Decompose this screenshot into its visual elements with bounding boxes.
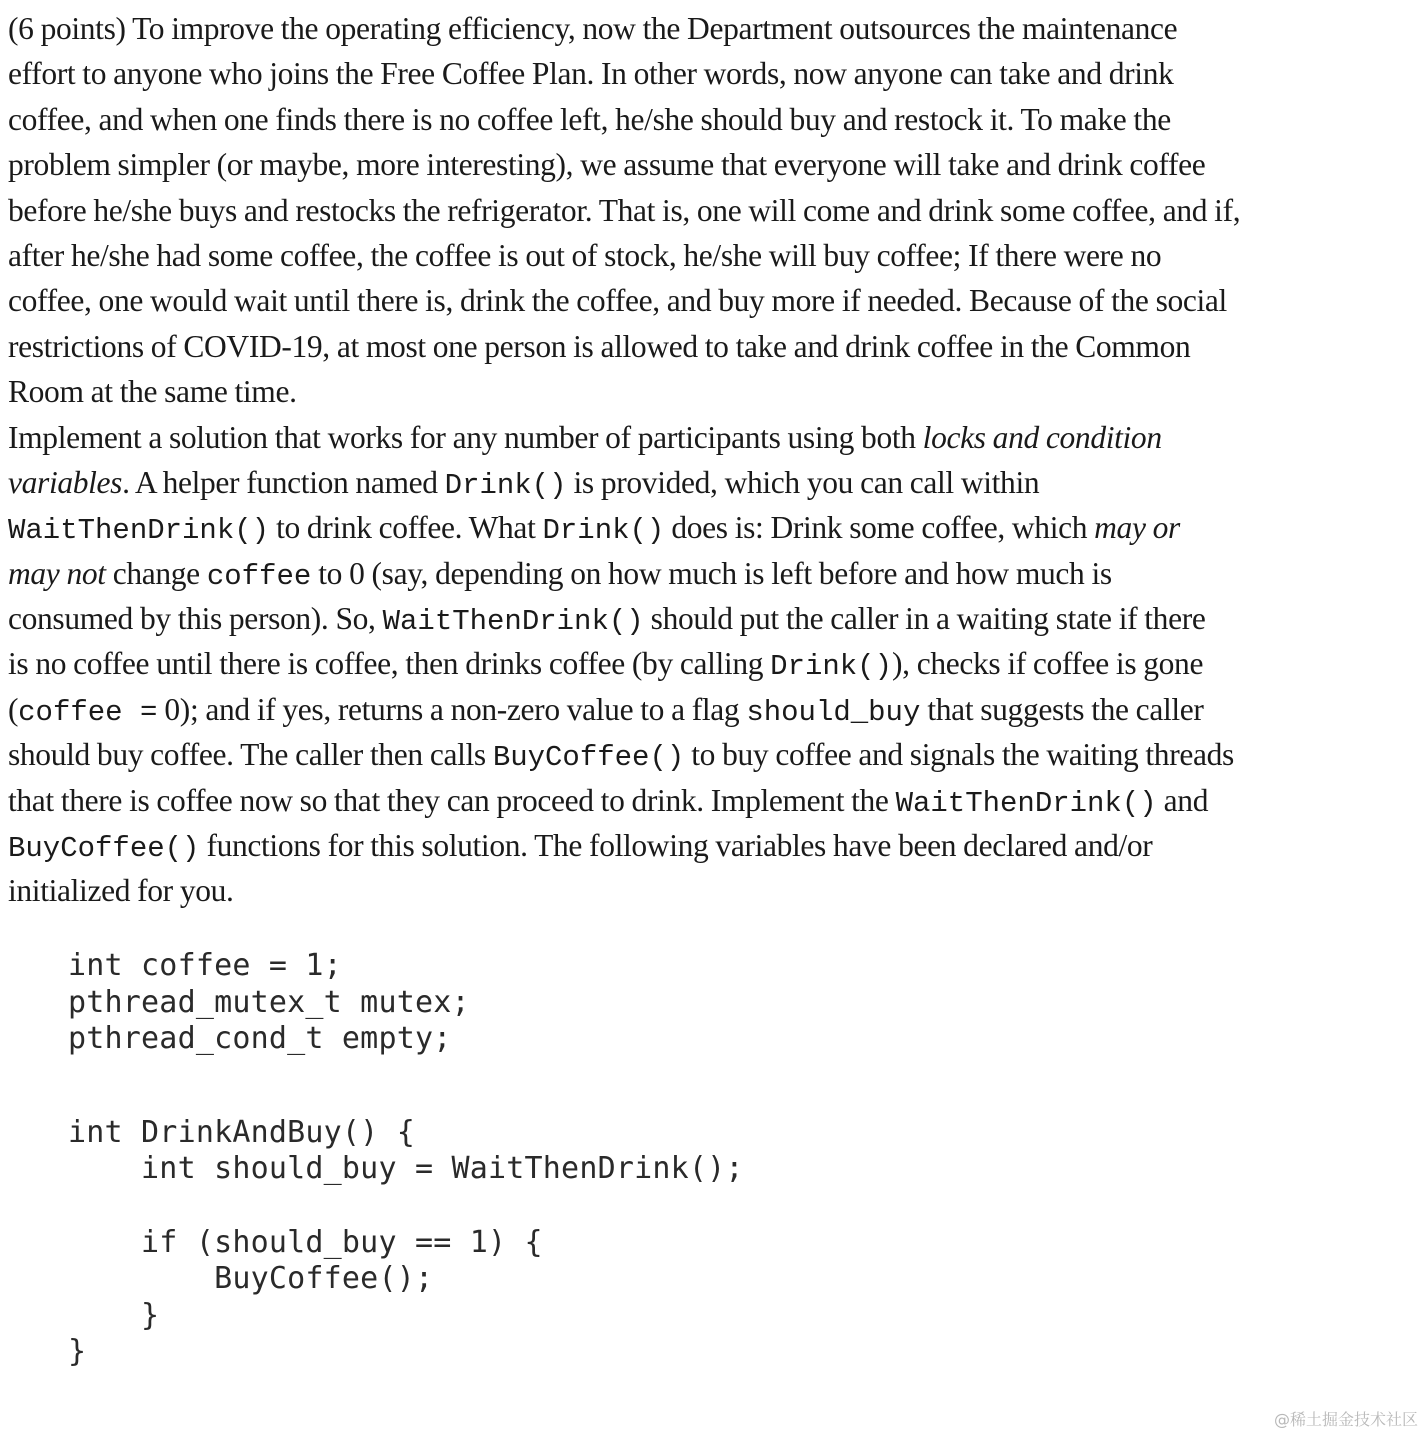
code-spacer bbox=[68, 1058, 744, 1115]
text-run: to buy coffee and signals the waiting threads bbox=[684, 737, 1234, 773]
inline-code: BuyCoffee() bbox=[8, 832, 200, 866]
code-line-should-buy: int should_buy = WaitThenDrink(); bbox=[68, 1151, 744, 1186]
text-run: is no coffee until there is coffee, then drinks coffee (by calling bbox=[8, 646, 771, 682]
paragraph-2-line bbox=[8, 868, 1408, 913]
inline-code: Drink() bbox=[770, 650, 892, 684]
text-run: should put the caller in a waiting state if there bbox=[643, 601, 1206, 637]
inline-code: should_buy bbox=[746, 695, 921, 729]
text-run: should buy coffee. The caller then calls bbox=[8, 737, 493, 773]
inline-code: Drink() bbox=[444, 468, 567, 502]
paragraph-2-line bbox=[8, 687, 1408, 732]
text-run: initialized for you. bbox=[8, 873, 234, 909]
code-line-declaration: int coffee = 1; bbox=[68, 948, 342, 983]
code-spacer bbox=[68, 1188, 744, 1225]
text-run: Implement a solution that works for any number of participants using both bbox=[8, 419, 923, 455]
code-line-buy-coffee: BuyCoffee(); bbox=[68, 1261, 434, 1296]
code-line-if-close: } bbox=[68, 1297, 160, 1333]
text-run: that there is coffee now so that they can proceed to drink. Implement the bbox=[8, 782, 896, 818]
inline-code: WaitThenDrink() bbox=[895, 786, 1157, 820]
paragraph-2-line bbox=[8, 641, 1408, 686]
inline-code: coffee bbox=[206, 559, 312, 593]
text-run: does is: Drink some coffee, which bbox=[664, 510, 1095, 546]
inline-code: BuyCoffee() bbox=[492, 741, 685, 775]
paragraph-2-line bbox=[8, 505, 1408, 550]
watermark: @稀土掘金技术社区 bbox=[1273, 1410, 1418, 1429]
question-text bbox=[8, 6, 1408, 914]
text-run: to drink coffee. What bbox=[269, 510, 543, 546]
text-run: functions for this solution. The following variables have been declared and/or bbox=[199, 828, 1153, 864]
code-listing bbox=[68, 948, 744, 1371]
code-line-function-header: int DrinkAndBuy() { bbox=[68, 1114, 415, 1150]
paragraph-1-line: coffee, one would wait until there is, drink the coffee, and buy more if needed. Because of the social bbox=[8, 283, 1227, 319]
paragraph-1-line: before he/she buys and restocks the refrigerator. That is, one will come and drink some coffee, and if, bbox=[8, 192, 1241, 228]
text-run: is provided, which you can call within bbox=[566, 464, 1040, 500]
text-run: consumed by this person). So, bbox=[8, 601, 383, 637]
text-run: ), checks if coffee is gone bbox=[892, 646, 1204, 682]
inline-code: coffee = bbox=[18, 695, 158, 729]
paragraph-1-line: problem simpler (or maybe, more interesting), we assume that everyone will take and drink coffee bbox=[8, 147, 1206, 183]
text-run: change bbox=[105, 555, 207, 591]
text-run: 0); and if yes, returns a non-zero value to a flag bbox=[157, 691, 747, 727]
italic-run: locks and condition bbox=[922, 419, 1162, 455]
code-line-function-close: } bbox=[68, 1334, 87, 1369]
italic-run: may or bbox=[1094, 510, 1180, 546]
text-run: ( bbox=[8, 691, 19, 727]
text-run: . A helper function named bbox=[122, 464, 445, 500]
code-line-declaration: pthread_mutex_t mutex; bbox=[68, 984, 470, 1020]
inline-code: WaitThenDrink() bbox=[382, 605, 644, 639]
code-line-if: if (should_buy == 1) { bbox=[68, 1224, 543, 1260]
paragraph-1-line: after he/she had some coffee, the coffee is out of stock, he/she will buy coffee; If there were no bbox=[8, 237, 1162, 273]
paragraph-2-line bbox=[8, 596, 1408, 641]
inline-code: WaitThenDrink() bbox=[8, 514, 270, 548]
paragraph-2-line bbox=[8, 460, 1408, 505]
paragraph-1-line: Room at the same time. bbox=[8, 374, 297, 410]
paragraph-2-line bbox=[8, 823, 1408, 868]
inline-code: Drink() bbox=[542, 514, 665, 548]
italic-run: may not bbox=[8, 555, 106, 591]
text-run: to 0 (say, depending on how much is left before and how much is bbox=[311, 555, 1112, 591]
paragraph-2-line bbox=[8, 551, 1408, 596]
text-run: that suggests the caller bbox=[920, 691, 1204, 727]
paragraph-2-line bbox=[8, 778, 1408, 823]
paragraph-2-line bbox=[8, 732, 1408, 777]
paragraph-1-line: effort to anyone who joins the Free Coffee Plan. In other words, now anyone can take and drink bbox=[8, 56, 1174, 92]
italic-run: variables bbox=[8, 464, 123, 500]
paragraph-1-line: coffee, and when one finds there is no coffee left, he/she should buy and restock it. To make the bbox=[8, 101, 1171, 137]
code-line-declaration: pthread_cond_t empty; bbox=[68, 1021, 452, 1056]
paragraph-2-line bbox=[8, 415, 1408, 460]
paragraph-1-line: restrictions of COVID-19, at most one person is allowed to take and drink coffee in the Common bbox=[8, 328, 1191, 364]
paragraph-1-line: (6 points) To improve the operating efficiency, now the Department outsources the maintenance bbox=[8, 11, 1178, 46]
text-run: and bbox=[1156, 782, 1209, 818]
